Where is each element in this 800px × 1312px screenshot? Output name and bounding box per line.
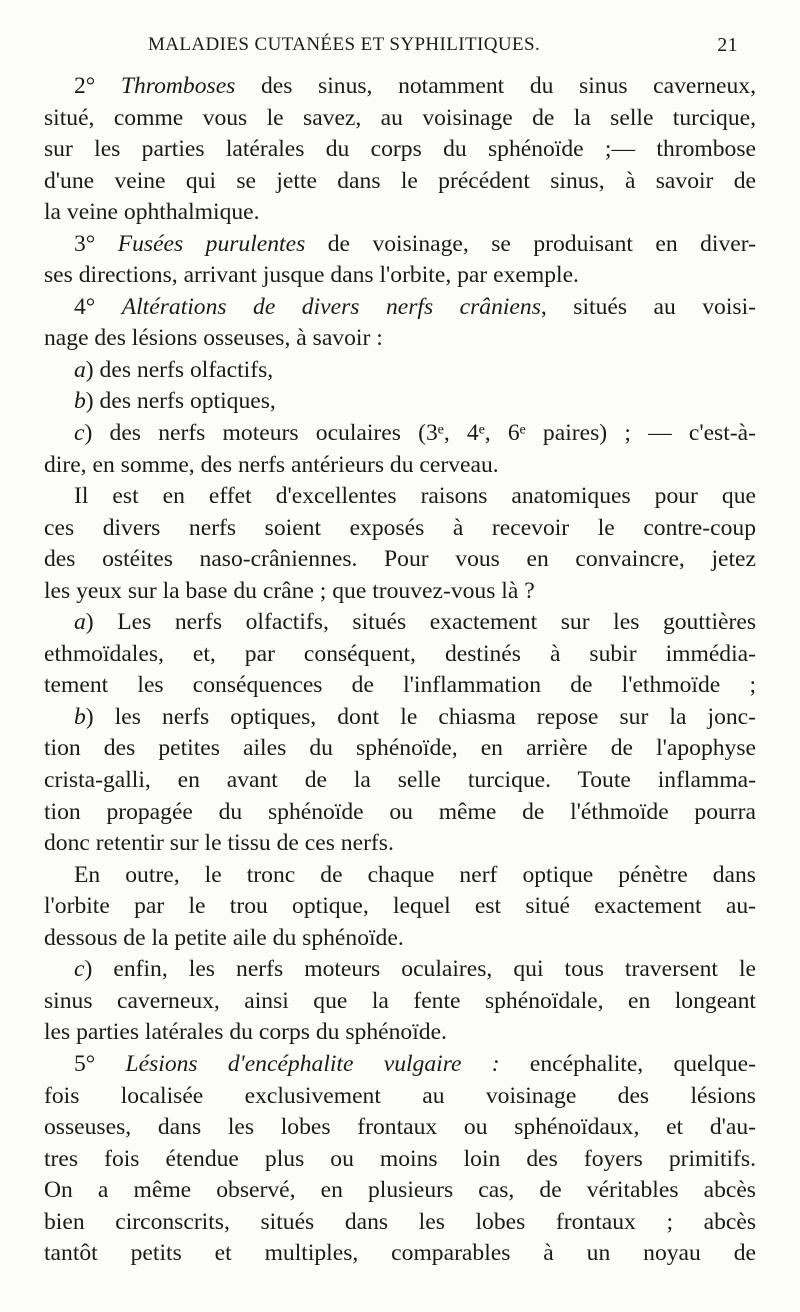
text-line	[44, 860, 756, 892]
text-line	[44, 1175, 756, 1207]
text-line	[44, 450, 756, 482]
text-line	[44, 197, 756, 229]
text-run: ces divers nerfs soient exposés à recevoir le contre-coup	[44, 514, 756, 541]
text-run: l'orbite par le trou optique, lequel est situé exactement au-	[44, 893, 756, 920]
text-run: encéphalite, quelque-	[499, 1050, 756, 1077]
text-line	[44, 670, 756, 702]
text-run: situé, comme vous le savez, au voisinage de la selle turcique,	[44, 104, 756, 131]
text-run: En outre, le tronc de chaque nerf optique pénètre dans	[74, 861, 756, 888]
text-run: , situés au voisi-	[540, 293, 756, 320]
text-run: tion des petites ailes du sphénoïde, en arrière de l'apophyse	[44, 735, 756, 762]
text-line	[44, 323, 756, 355]
italic-run: b	[74, 703, 86, 730]
text-line	[44, 1049, 756, 1081]
text-run: ses directions, arrivant jusque dans l'orbite, par exemple.	[44, 262, 579, 289]
text-line	[44, 828, 756, 860]
text-run: nage des lésions osseuses, à savoir :	[44, 325, 383, 352]
text-run: les parties latérales du corps du sphénoïde.	[44, 1019, 447, 1046]
text-run: dessous de la petite aile du sphénoïde.	[44, 924, 404, 951]
text-line	[44, 576, 756, 608]
text-run: bien circonscrits, situés dans les lobes frontaux ; abcès	[44, 1208, 756, 1235]
body-text	[44, 71, 756, 1270]
text-run: donc retentir sur le tissu de ces nerfs.	[44, 830, 394, 857]
text-line	[44, 639, 756, 671]
text-run: des ostéites naso-crâniennes. Pour vous en convaincre, jetez	[44, 546, 756, 573]
text-line	[44, 1081, 756, 1113]
page-header	[148, 28, 738, 58]
text-line	[44, 765, 756, 797]
text-run: de voisinage, se produisant en diver-	[305, 230, 756, 257]
text-run: 2°	[74, 73, 121, 99]
text-line	[44, 166, 756, 198]
text-line	[44, 134, 756, 166]
italic-run: c	[74, 420, 85, 447]
text-run: Il est en effet d'excellentes raisons anatomiques pour que	[74, 483, 756, 510]
text-line	[44, 733, 756, 765]
text-run: dire, en somme, des nerfs antérieurs du cerveau.	[44, 451, 499, 478]
text-run: 4°	[74, 293, 122, 320]
text-run: On a même observé, en plusieurs cas, de véritables abcès	[44, 1177, 756, 1204]
running-title: MALADIES CUTANÉES ET SYPHILITIQUES.	[148, 34, 541, 55]
text-line	[44, 229, 756, 261]
italic-run: Fusées purulentes	[117, 230, 306, 257]
text-line	[44, 1207, 756, 1239]
italic-run: c	[74, 956, 85, 983]
text-line	[44, 481, 756, 513]
text-line	[44, 355, 756, 387]
italic-run: Lésions d'encéphalite vulgaire :	[125, 1050, 500, 1077]
text-line	[44, 103, 756, 135]
text-run: tres fois étendue plus ou moins loin des foyers primitifs.	[44, 1145, 756, 1172]
text-run: ) enfin, les nerfs moteurs oculaires, qui tous traversent le	[84, 956, 756, 983]
text-line	[44, 954, 756, 986]
text-line	[44, 292, 756, 324]
text-run: les yeux sur la base du crâne ; que trouvez-vous là ?	[44, 577, 535, 604]
text-line	[44, 544, 756, 576]
text-run: 3°	[74, 230, 118, 257]
page-number: 21	[717, 34, 738, 56]
text-line	[44, 1238, 756, 1270]
text-run: osseuses, dans les lobes frontaux ou sphénoïdaux, et d'au-	[44, 1114, 756, 1141]
italic-run: b	[74, 388, 86, 415]
text-line	[44, 1144, 756, 1176]
text-run: ) des nerfs moteurs oculaires (3ᵉ, 4ᵉ, 6ᵉ paires) ; — c'est-à-	[84, 420, 756, 447]
text-line	[44, 1112, 756, 1144]
text-run: ) les nerfs optiques, dont le chiasma repose sur la jonc-	[85, 703, 756, 730]
text-line	[44, 702, 756, 734]
text-run: crista-galli, en avant de la selle turcique. Toute inflamma-	[44, 767, 756, 794]
text-run: des sinus, notamment du sinus caverneux,	[235, 73, 756, 99]
italic-run: Thromboses	[120, 73, 236, 99]
text-run: tion propagée du sphénoïde ou même de l'éthmoïde pourra	[44, 798, 756, 825]
text-line	[44, 607, 756, 639]
text-line	[44, 386, 756, 418]
text-run: ) des nerfs olfactifs,	[85, 356, 274, 383]
text-run: ethmoïdales, et, par conséquent, destinés à subir immédia-	[44, 640, 756, 667]
text-line	[44, 418, 756, 450]
text-run: 5°	[74, 1050, 126, 1077]
italic-run: a	[74, 609, 86, 636]
text-line	[44, 513, 756, 545]
text-line	[44, 260, 756, 292]
text-line	[44, 923, 756, 955]
text-line	[44, 986, 756, 1018]
italic-run: Altérations de divers nerfs crâniens	[121, 293, 541, 320]
text-run: fois localisée exclusivement au voisinage des lésions	[44, 1082, 756, 1109]
text-run: tement les conséquences de l'inflammation de l'ethmoïde ;	[44, 672, 756, 699]
text-line	[44, 1017, 756, 1049]
italic-run: a	[74, 356, 86, 383]
text-line	[44, 797, 756, 829]
text-run: la veine ophthalmique.	[44, 199, 260, 226]
text-run: ) Les nerfs olfactifs, situés exactement sur les gouttières	[85, 609, 756, 636]
text-run: sur les parties latérales du corps du sphénoïde ;— thrombose	[44, 136, 756, 163]
text-run: ) des nerfs optiques,	[85, 388, 276, 415]
text-run: tantôt petits et multiples, comparables à un noyau de	[44, 1240, 756, 1267]
text-run: d'une veine qui se jette dans le précédent sinus, à savoir de	[44, 167, 756, 194]
text-line	[44, 891, 756, 923]
text-line	[44, 71, 756, 103]
text-run: sinus caverneux, ainsi que la fente sphénoïdale, en longeant	[44, 987, 756, 1014]
